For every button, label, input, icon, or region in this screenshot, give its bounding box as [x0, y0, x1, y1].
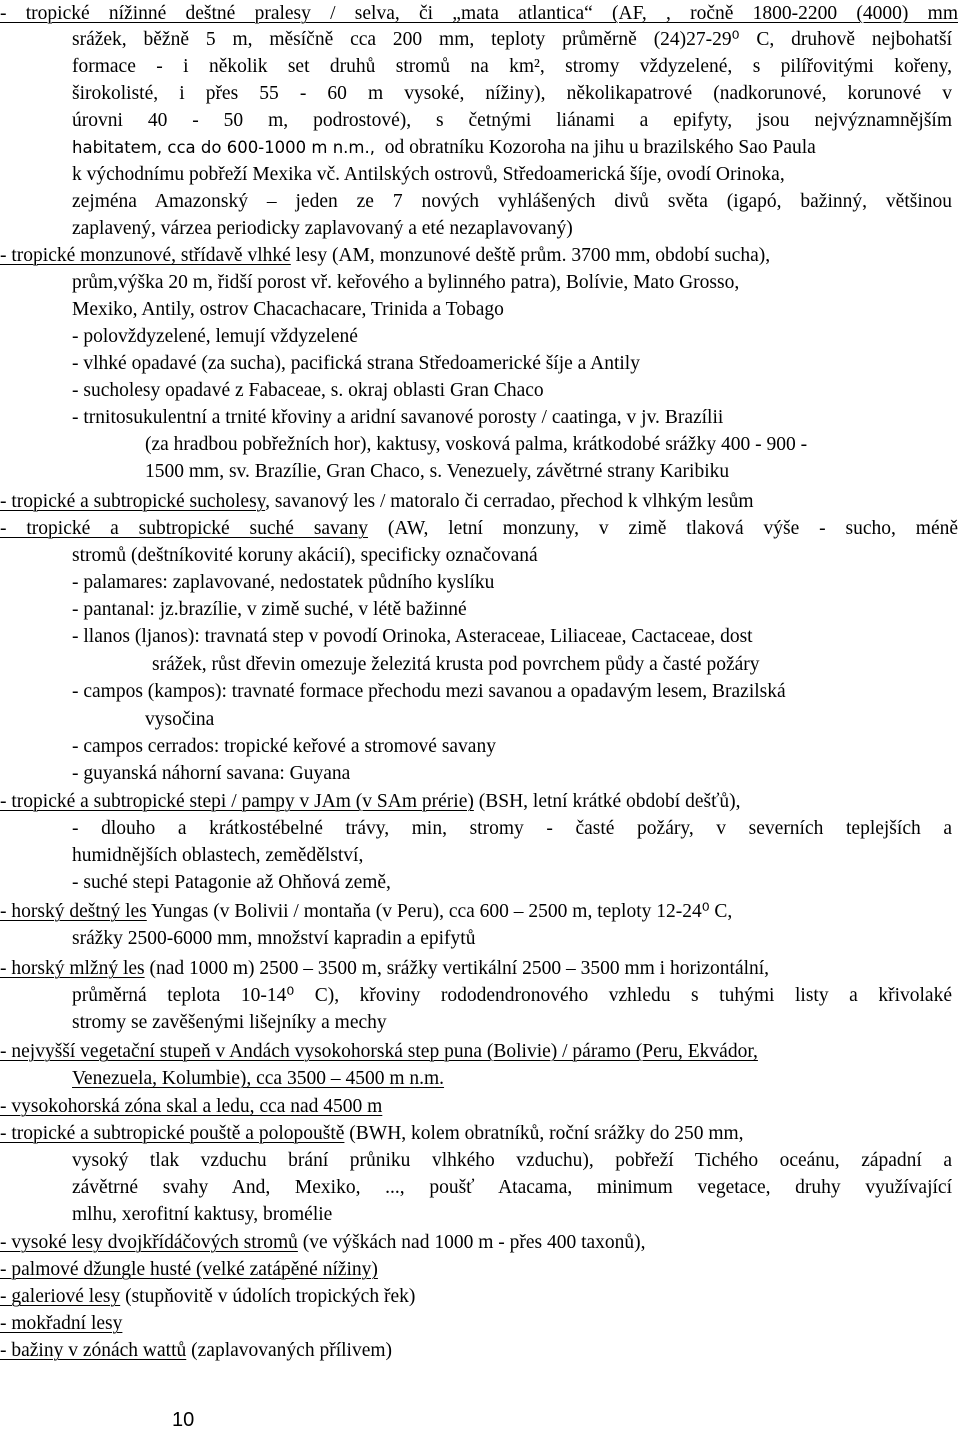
- text-line: [0, 1310, 122, 1337]
- page-number: 10: [172, 1409, 195, 1431]
- text-line: - pantanal: jz.brazílie, v zimě suché, v létě bažinné: [72, 599, 467, 620]
- text-line: [0, 1256, 378, 1283]
- heading-watt-swamps: - bažiny v zónách wattů: [0, 1340, 187, 1361]
- heading-steppes: - tropické a subtropické stepi / pampy v JAm (v SAm prérie): [0, 791, 474, 812]
- heading-deserts: - tropické a subtropické pouště a polopouště: [0, 1123, 345, 1144]
- text-line: [145, 458, 729, 485]
- text-line: srážky 2500-6000 mm, množství kapradin a epifytů: [72, 928, 476, 949]
- text-segment: od obratníku Kozoroha na jihu u brazilského Sao Paula: [384, 137, 816, 158]
- text-line: [72, 377, 544, 404]
- text-line: [72, 1065, 444, 1092]
- text-line: - campos cerrados: tropické keřové a stromové savany: [72, 736, 496, 757]
- heading-gallery-forests: - galeriové lesy: [0, 1286, 121, 1307]
- text-line: - campos (kampos): travnaté formace přechodu mezi savanou a opadavým lesem, Brazilská: [72, 681, 786, 702]
- heading-monsoon-forest: - tropické monzunové, střídavě vlhké: [0, 245, 291, 266]
- text-segment: (zaplavovaných přílivem): [191, 1340, 393, 1361]
- text-segment: Antilských ostrovů, Středoamerická šíje, ovodí Orinoka,: [343, 164, 785, 185]
- text-segment: (BWH, kolem obratníků, roční srážky do 250 mm,: [349, 1123, 744, 1144]
- text-line: mlhu, xerofitní kaktusy, bromélie: [72, 1204, 333, 1225]
- text-segment: 1500 mm, sv. Brazílie, Gran Chaco, s.: [145, 461, 443, 482]
- text-segment: - sucholesy opadavé z Fabaceae, s.: [72, 380, 344, 401]
- text-line: - vlhké opadavé (za sucha), pacifická strana Středoamerické šíje a Antily: [72, 353, 640, 374]
- heading-rainforest: - tropické nížinné deštné pralesy / selva, či „mata atlantica“ (AF, , ročně 1800-2200 (4000) mm: [0, 3, 958, 24]
- heading-montane-rainforest: - horský deštný les: [0, 901, 147, 922]
- text-segment: Yungas (v Bolivii / montaňa (v Peru), cca 600 – 2500 m, teploty 12-24⁰ C,: [150, 901, 733, 922]
- text-line: - dlouho a krátkostébelné trávy, min, stromy - časté požáry, v severních teplejších a: [72, 818, 952, 839]
- text-segment: keřového a bylinného patra), Bolívie, Mato Grosso,: [336, 272, 740, 293]
- text-segment: habitatem, cca do 600-1000 m n.m.,: [72, 138, 375, 157]
- heading-puna-paramo: - nejvyšší vegetační stupeň v Andách vysokohorská step puna (Bolivie) / páramo (Peru, Ekvádor,: [0, 1041, 758, 1062]
- text-segment: Brazílii: [664, 407, 724, 428]
- text-segment: lesy (AM, monzunové deště prům. 3700 mm, období sucha),: [295, 245, 771, 266]
- text-line: vysočina: [145, 709, 215, 730]
- text-segment: Venezuela, Kolumbie), cca 3500 – 4500 m n.m.: [72, 1068, 445, 1089]
- heading-cloud-forest: - horský mlžný les: [0, 958, 145, 979]
- text-line: [72, 269, 739, 296]
- text-line: [0, 1337, 392, 1364]
- heading-dipterocarp-forests: - vysoké lesy dvojkřídáčových stromů: [0, 1232, 298, 1253]
- text-line: - polovždyzelené, lemují vždyzelené: [72, 326, 358, 347]
- text-line: [0, 1038, 758, 1065]
- heading-dry-forests: - tropické a subtropické sucholesy: [0, 491, 266, 512]
- text-segment: , savanový les / matoralo či cerradao, přechod k vlhkým lesům: [265, 491, 754, 512]
- text-line: zaplavený, várzea periodicky zaplavovaný a eté nezaplavovaný): [72, 218, 573, 239]
- text-line: [0, 515, 958, 542]
- text-segment: k východnímu pobřeží Mexika vč.: [72, 164, 341, 185]
- text-line: formace - i několik set druhů stromů na km², stromy vždyzelené, s pilířovitými kořeny,: [72, 56, 952, 77]
- text-segment: prům,výška 20 m, řidší porost vř.: [72, 272, 332, 293]
- text-line: [0, 955, 769, 982]
- text-segment: (BSH, letní krátké období dešťů),: [478, 791, 741, 812]
- text-line: [0, 1229, 646, 1256]
- text-segment: (AW, letní monzuny, v zimě tlaková výše - sucho, méně: [387, 518, 958, 539]
- text-segment: Venezuely, závětrné strany Karibiku: [446, 461, 730, 482]
- text-line: [72, 404, 723, 431]
- text-line: [0, 1120, 744, 1147]
- text-line: srážek, běžně 5 m, měsíčně cca 200 mm, teploty průměrně (24)27-29⁰ C, druhově nejbohatší: [72, 29, 952, 50]
- heading-dry-savannas: - tropické a subtropické suché savany: [0, 518, 368, 539]
- text-line: (za hradbou pobřežních hor), kaktusy, vosková palma, krátkodobé srážky 400 - 900 -: [145, 434, 808, 455]
- text-line: [0, 788, 741, 815]
- text-segment: - trnitosukulentní a trnité křoviny a aridní savanové porosty / caatinga, v jv.: [72, 407, 660, 428]
- text-line: závětrné svahy And, Mexiko, ..., poušť Atacama, minimum vegetace, druhy využívající: [72, 1177, 952, 1198]
- text-line: [0, 0, 958, 27]
- text-segment: (nad 1000 m) 2500 – 3500 m, srážky vertikální 2500 – 3500 mm i horizontální,: [149, 958, 770, 979]
- text-line: [72, 134, 816, 161]
- text-line: - suché stepi Patagonie až Ohňová země,: [72, 872, 391, 893]
- text-line: průměrná teplota 10-14⁰ C), křoviny rododendronového vzhledu s tuhými listy a křivolaké: [72, 985, 952, 1006]
- text-line: [0, 1283, 415, 1310]
- text-line: zejména Amazonský – jeden ze 7 nových vyhlášených divů světa (igapó, bažinný, většinou: [72, 191, 952, 212]
- text-line: úrovni 40 - 50 m, podrostové), s četnými liánami a epifyty, jsou nejvýznamnějším: [72, 110, 952, 131]
- text-line: - llanos (ljanos): travnatá step v povodí Orinoka, Asteraceae, Liliaceae, Cactaceae, dost: [72, 626, 753, 647]
- text-line: stromy se zavěšenými lišejníky a mechy: [72, 1012, 387, 1033]
- text-segment: okraj oblasti Gran Chaco: [348, 380, 544, 401]
- text-line: srážek, růst dřevin omezuje železitá krusta pod povrchem půdy a časté požáry: [152, 654, 760, 675]
- text-segment: (stupňovitě v údolích tropických řek): [125, 1286, 416, 1307]
- text-segment: (ve výškách nad 1000 m - přes 400 taxonů),: [302, 1232, 646, 1253]
- text-line: [0, 488, 754, 515]
- text-line: [0, 1093, 382, 1120]
- heading-swamp-forests: - mokřadní lesy: [0, 1313, 123, 1334]
- text-line: - palamares: zaplavované, nedostatek půdního kyslíku: [72, 572, 495, 593]
- text-line: humidnějších oblastech, zemědělství,: [72, 845, 364, 866]
- text-line: Mexiko, Antily, ostrov Chacachacare, Trinida a Tobago: [72, 299, 504, 320]
- text-line: stromů (deštníkovité koruny akácií), specificky označovaná: [72, 545, 538, 566]
- heading-rock-ice-zone: - vysokohorská zóna skal a ledu, cca nad 4500 m: [0, 1096, 383, 1117]
- text-line: širokolisté, i přes 55 - 60 m vysoké, nížiny), několikapatrové (nadkorunové, korunové v: [72, 83, 952, 104]
- text-line: vysoký tlak vzduchu brání průniku vlhkého vzduchu), pobřeží Tichého oceánu, západní a: [72, 1150, 952, 1171]
- heading-palm-jungles: - palmové džungle husté (velké zatápěné nížiny): [0, 1259, 378, 1280]
- text-line: [72, 161, 785, 188]
- text-line: - guyanská náhorní savana: Guyana: [72, 763, 351, 784]
- text-line: [0, 242, 770, 269]
- text-line: [0, 898, 732, 925]
